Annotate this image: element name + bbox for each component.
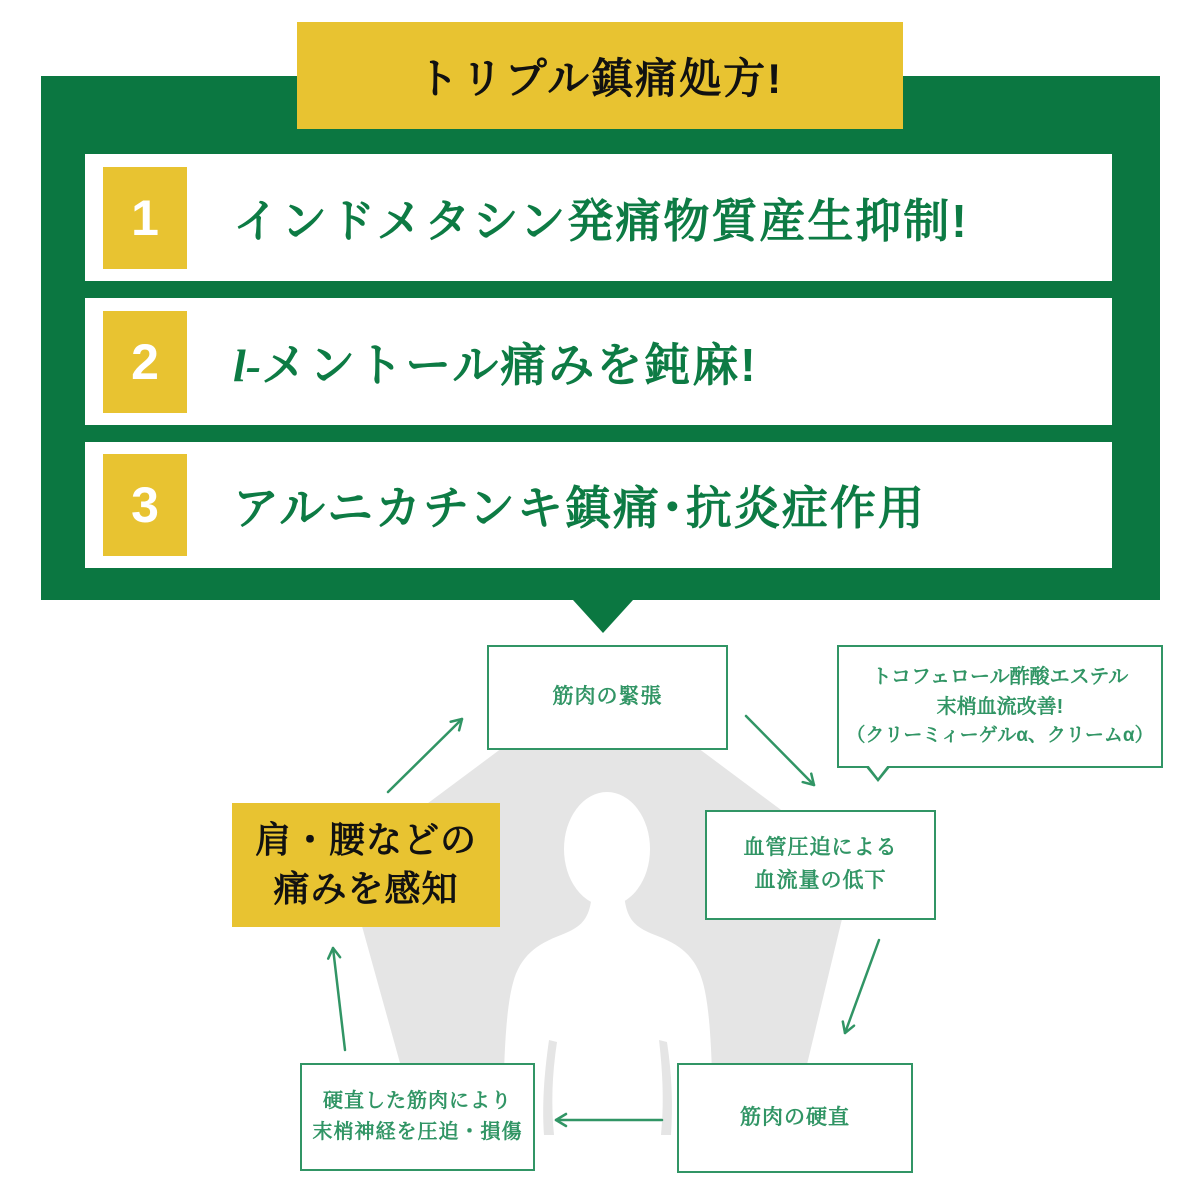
feature-number-3: 3 <box>131 477 159 533</box>
node-muscle-tension-label: 筋肉の緊張 <box>552 685 663 709</box>
feature-label-2 <box>233 329 758 395</box>
feature-label-2-text: メントール痛みを鈍麻! <box>261 338 758 391</box>
feature-label-3-text: アルニカチンキ鎮痛･抗炎症作用 <box>233 482 926 534</box>
node-vascular-compression-line-1: 血管圧迫による <box>743 836 898 860</box>
banner <box>297 22 903 129</box>
node-pain-perception <box>232 803 500 927</box>
callout-line-2: 末梢血流改善! <box>936 696 1064 719</box>
feature-number-badge-3 <box>103 454 187 556</box>
node-nerve-damage-line-2: 末梢神経を圧迫・損傷 <box>312 1121 523 1143</box>
feature-label-3 <box>233 472 926 538</box>
callout-line-1: トコフェロール酢酸エステル <box>871 666 1129 689</box>
feature-card-2 <box>85 298 1112 425</box>
callout-tail <box>865 766 891 782</box>
node-muscle-tension <box>487 645 728 750</box>
node-pain-perception-line-2: 痛みを感知 <box>273 868 459 909</box>
banner-title: トリプル鎮痛処方! <box>416 54 784 102</box>
node-vascular-compression <box>705 810 936 920</box>
feature-number-2: 2 <box>131 333 159 390</box>
callout-line-3: （クリーミィーゲルα、クリームα） <box>846 725 1154 747</box>
node-nerve-damage <box>300 1063 535 1171</box>
feature-number-badge-2 <box>103 311 187 413</box>
panel-pointer-triangle <box>573 600 633 633</box>
node-nerve-damage-line-1: 硬直した筋肉により <box>323 1090 512 1112</box>
arrow-tension-to-compression <box>746 716 814 785</box>
feature-number-1: 1 <box>131 189 159 246</box>
callout-tocopherol <box>837 645 1163 768</box>
feature-label-2-prefix: l- <box>233 339 262 391</box>
arrow-nerve-to-pain <box>333 948 345 1050</box>
feature-number-badge-1 <box>103 167 187 269</box>
feature-label-1-text: インドメタシン発痛物質産生抑制! <box>233 194 969 247</box>
node-muscle-rigidity <box>677 1063 913 1173</box>
feature-card-1 <box>85 154 1112 281</box>
node-muscle-rigidity-label: 筋肉の硬直 <box>740 1105 850 1129</box>
feature-card-3 <box>85 442 1112 568</box>
arrow-pain-to-tension <box>388 719 462 792</box>
node-pain-perception-line-1: 肩・腰などの <box>254 819 477 861</box>
node-vascular-compression-line-2: 血流量の低下 <box>754 869 887 892</box>
arrow-compression-to-rigidity <box>845 940 879 1033</box>
feature-label-1 <box>233 185 969 251</box>
